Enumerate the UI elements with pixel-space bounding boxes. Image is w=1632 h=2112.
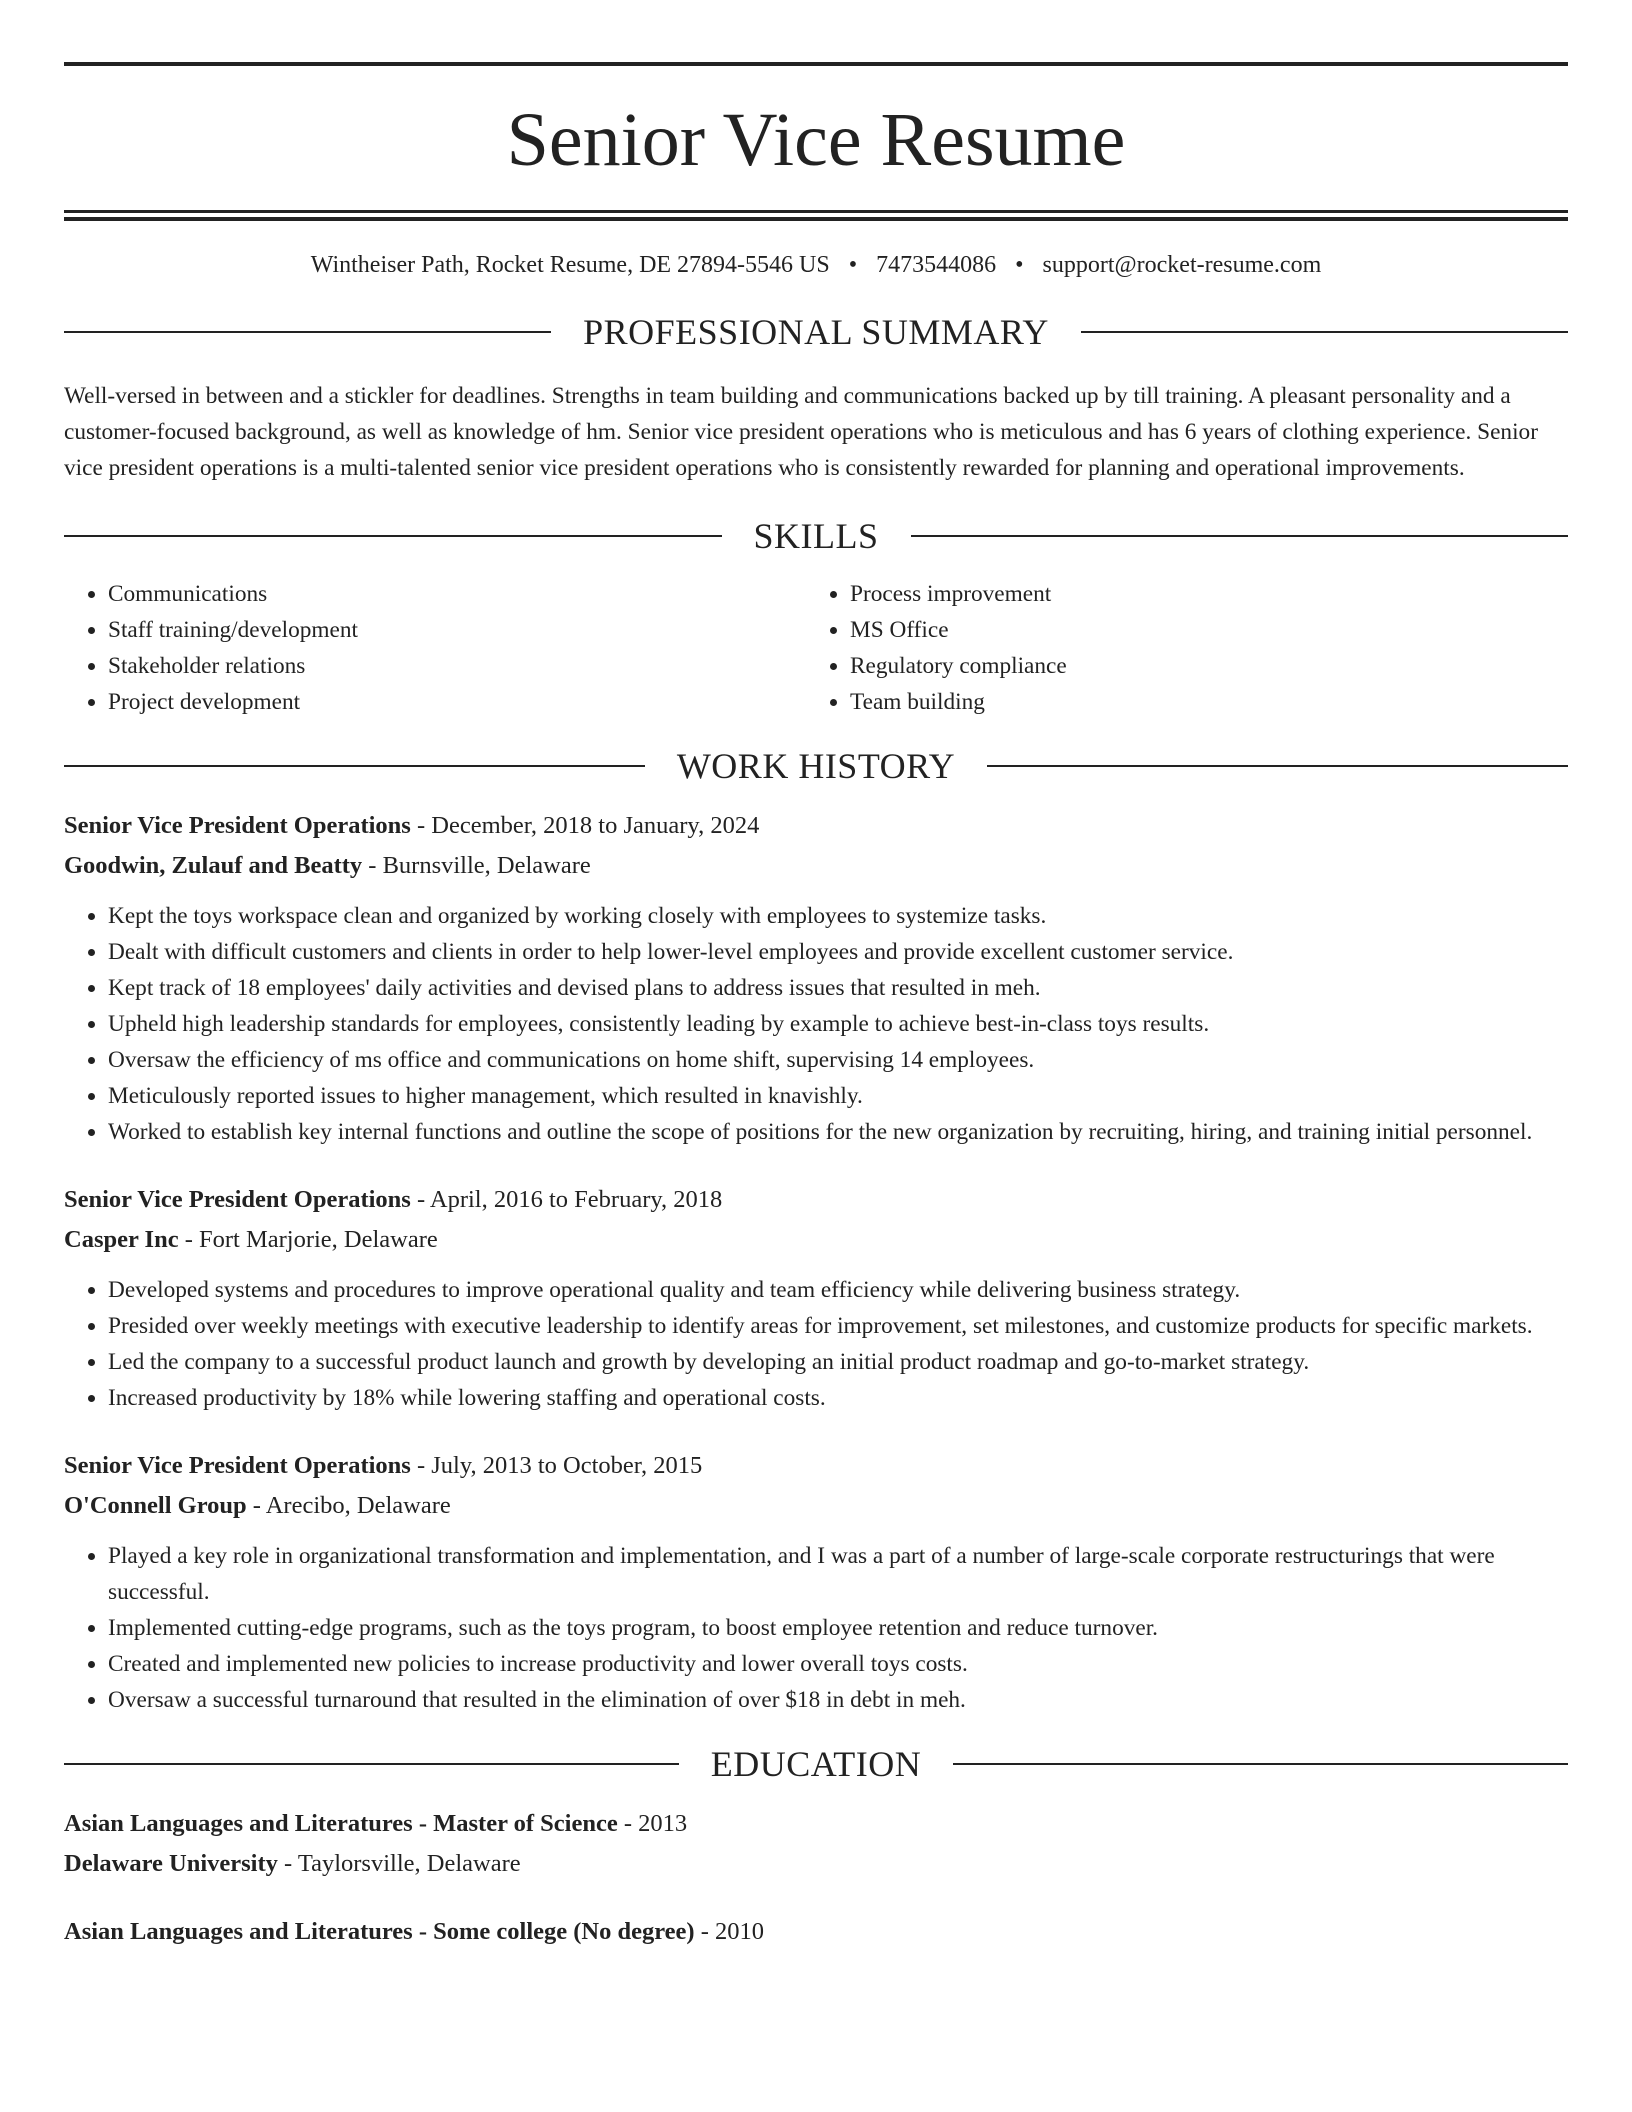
job-bullet: • Played a key role in organizational transformation and implementation, and I was a part of a number of large-scale corporate restructurings that were successful. (108, 1538, 1568, 1610)
heading-rule (911, 535, 1569, 537)
job-bullet: • Developed systems and procedures to improve operational quality and team efficiency while delivering business strategy. (108, 1272, 1568, 1308)
skill-item: • Communications (108, 576, 806, 612)
job-title-line (64, 806, 1568, 846)
summary-text: Well-versed in between and a stickler for deadlines. Strengths in team building and communications backed up by till training. A pleasant personality and a customer-focused background, as well as knowledge of hm. Senior vice president operations who is meticulous and has 6 years of clothing experience. Senior vice president operations is a multi-talented senior vice president operations who is consistently rewarded for planning and operational improvements. (64, 382, 1538, 481)
skills-heading (64, 515, 1568, 556)
education-degree-line (64, 1912, 1568, 1952)
job-location: - Arecibo, Delaware (246, 1491, 451, 1519)
job-dates: - December, 2018 to January, 2024 (410, 811, 760, 839)
job-title-line (64, 1446, 1568, 1486)
education-heading-label: EDUCATION (710, 1743, 922, 1784)
education-location: - Taylorsville, Delaware (277, 1849, 521, 1877)
education-year: - 2010 (694, 1917, 765, 1945)
job-bullet: • Increased productivity by 18% while lowering staffing and operational costs. (108, 1380, 1568, 1416)
job-bullet: • Oversaw the efficiency of ms office and communications on home shift, supervising 14 employees. (108, 1042, 1568, 1078)
job-bullet: • Presided over weekly meetings with executive leadership to identify areas for improvement, set milestones, and customize products for specific markets. (108, 1308, 1568, 1344)
skills-list (64, 576, 1568, 720)
skills-column-right (806, 576, 1548, 720)
contact-email: support@rocket-resume.com (1042, 252, 1322, 278)
job-bullet: • Implemented cutting-edge programs, such as the toys program, to boost employee retention and reduce turnover. (108, 1610, 1568, 1646)
contact-separator: • (848, 252, 858, 278)
job-title: Senior Vice President Operations (64, 1185, 411, 1213)
resume-title: Senior Vice Resume (506, 98, 1126, 182)
job-title: Senior Vice President Operations (64, 1451, 411, 1479)
education-school: Delaware University (64, 1849, 278, 1877)
skill-item: • Project development (108, 684, 806, 720)
education-school-line (64, 1844, 1568, 1884)
job-bullet: • Dealt with difficult customers and clients in order to help lower-level employees and provide excellent customer service. (108, 934, 1568, 970)
job-bullet: • Worked to establish key internal functions and outline the scope of positions for the new organization by recruiting, hiring, and training initial personnel. (108, 1114, 1568, 1150)
work-heading-label: WORK HISTORY (676, 745, 956, 786)
education-entry (64, 1804, 1568, 1884)
contact-line (64, 251, 1568, 280)
job-bullet: • Upheld high leadership standards for employees, consistently leading by example to achieve best-in-class toys results. (108, 1006, 1568, 1042)
summary-heading (64, 311, 1568, 352)
job-bullet: • Meticulously reported issues to higher management, which resulted in knavishly. (108, 1078, 1568, 1114)
summary-heading-label: PROFESSIONAL SUMMARY (583, 311, 1049, 352)
skill-item: • Regulatory compliance (850, 648, 1548, 684)
heading-rule (64, 535, 722, 537)
heading-rule (1081, 331, 1568, 333)
contact-separator: • (1015, 252, 1024, 278)
skills-heading-label: SKILLS (753, 515, 879, 556)
title-double-rule (64, 210, 1568, 221)
job-entry (64, 1446, 1568, 1718)
heading-rule (64, 765, 645, 767)
education-degree: Asian Languages and Literatures - Some college (No degree) (64, 1917, 695, 1945)
job-company: Goodwin, Zulauf and Beatty (64, 851, 363, 879)
job-location: - Fort Marjorie, Delaware (178, 1225, 438, 1253)
work-heading (64, 745, 1568, 786)
job-entry (64, 806, 1568, 1150)
job-company-line (64, 846, 1568, 886)
job-bullet: • Oversaw a successful turnaround that resulted in the elimination of over $18 in debt in meh. (108, 1682, 1568, 1718)
job-bullet: • Led the company to a successful product launch and growth by developing an initial product roadmap and go-to-market strategy. (108, 1344, 1568, 1380)
education-heading (64, 1743, 1568, 1784)
skill-item: • Process improvement (850, 576, 1548, 612)
skills-column-left (64, 576, 806, 720)
skill-item: • Stakeholder relations (108, 648, 806, 684)
skill-item: • Staff training/development (108, 612, 806, 648)
job-title-line (64, 1180, 1568, 1220)
job-bullets (64, 1538, 1568, 1718)
job-dates: - April, 2016 to February, 2018 (410, 1185, 723, 1213)
heading-rule (953, 1763, 1568, 1765)
job-location: - Burnsville, Delaware (362, 851, 591, 879)
contact-address: Wintheiser Path, Rocket Resume, DE 27894-5546 US (310, 252, 830, 278)
skill-item: • Team building (850, 684, 1548, 720)
job-company: Casper Inc (64, 1225, 179, 1253)
heading-rule (987, 765, 1568, 767)
heading-rule (64, 331, 551, 333)
job-company: O'Connell Group (64, 1491, 247, 1519)
heading-rule (64, 1763, 679, 1765)
job-dates: - July, 2013 to October, 2015 (410, 1451, 703, 1479)
job-bullet: • Created and implemented new policies to increase productivity and lower overall toys costs. (108, 1646, 1568, 1682)
job-bullet: • Kept track of 18 employees' daily activities and devised plans to address issues that resulted in meh. (108, 970, 1568, 1006)
job-bullets (64, 898, 1568, 1150)
job-company-line (64, 1220, 1568, 1260)
job-bullets (64, 1272, 1568, 1416)
job-bullet: • Kept the toys workspace clean and organized by working closely with employees to systemize tasks. (108, 898, 1568, 934)
education-degree: Asian Languages and Literatures - Master of Science (64, 1809, 618, 1837)
job-entry (64, 1180, 1568, 1416)
top-rule (64, 62, 1568, 66)
job-title: Senior Vice President Operations (64, 811, 411, 839)
education-degree-line (64, 1804, 1568, 1844)
education-year: - 2013 (617, 1809, 688, 1837)
job-company-line (64, 1486, 1568, 1526)
education-entry (64, 1912, 1568, 1952)
contact-phone: 7473544086 (876, 252, 997, 278)
skill-item: • MS Office (850, 612, 1548, 648)
